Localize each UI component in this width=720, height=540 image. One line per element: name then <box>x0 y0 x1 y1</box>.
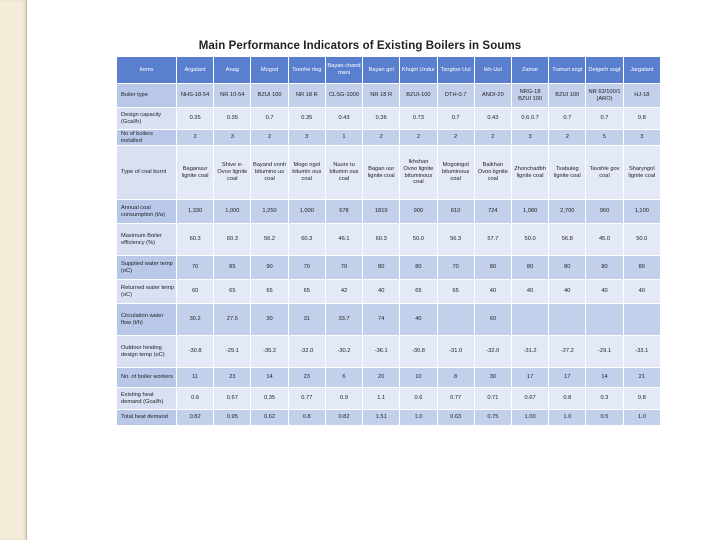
table-cell: Tavshle gov coal <box>586 146 623 200</box>
table-cell: 0.77 <box>437 388 474 410</box>
table-cell: 65 <box>437 280 474 304</box>
table-cell: NR 18 R <box>363 84 400 108</box>
table-row <box>117 368 661 388</box>
table-cell: 1.1 <box>363 388 400 410</box>
table-cell <box>549 304 586 336</box>
table-header-row <box>117 57 661 84</box>
table-cell: 0.8 <box>623 108 660 130</box>
table-cell: 40 <box>474 280 511 304</box>
table-cell: 960 <box>586 200 623 224</box>
table-cell: -31.2 <box>511 336 548 368</box>
column-header: Anag <box>214 57 251 84</box>
table-cell: 1,080 <box>511 200 548 224</box>
table-cell: 56.8 <box>549 224 586 256</box>
table-cell: 0.82 <box>325 410 362 426</box>
table-cell: -32.0 <box>288 336 325 368</box>
table-cell: 0.6 <box>400 388 437 410</box>
column-header: Tsogtoo Uul <box>437 57 474 84</box>
table-cell: 0.43 <box>325 108 362 130</box>
table-cell: 2 <box>400 130 437 146</box>
column-header: Ikh-Uul <box>474 57 511 84</box>
column-header: Argalant <box>177 57 214 84</box>
table-cell: 0.6 <box>177 388 214 410</box>
table-cell: 5 <box>586 130 623 146</box>
table-cell: -35.2 <box>251 336 288 368</box>
table-cell: Zhonchadbh lignite coal <box>511 146 548 200</box>
table-cell: 50.0 <box>400 224 437 256</box>
table-cell: 80 <box>363 256 400 280</box>
table-cell: 40 <box>623 280 660 304</box>
table-cell: Ikhshan Ovoo lignite bituminous coal <box>400 146 437 200</box>
row-label: Supplied water temp (oC) <box>117 256 177 280</box>
table-cell: 1,330 <box>177 200 214 224</box>
table-cell: 724 <box>474 200 511 224</box>
table-cell: 0.7 <box>437 108 474 130</box>
table-cell: 17 <box>549 368 586 388</box>
table-cell: 65 <box>214 280 251 304</box>
table-cell: 60.3 <box>363 224 400 256</box>
column-header: Tumurt sogt <box>549 57 586 84</box>
table-row <box>117 336 661 368</box>
table-cell: Mogoingol bituminous coal <box>437 146 474 200</box>
table-cell: 50.0 <box>623 224 660 256</box>
table-cell: 0.73 <box>400 108 437 130</box>
table-cell: Nuurs tu bitumin ous coal <box>325 146 362 200</box>
table-cell <box>586 304 623 336</box>
table-row <box>117 200 661 224</box>
table-cell: 0.9 <box>325 388 362 410</box>
row-label: Type of coal burnt <box>117 146 177 200</box>
table-cell: 14 <box>251 368 288 388</box>
table-cell: NHS-18-54 <box>177 84 214 108</box>
table-cell: 0.5 <box>586 410 623 426</box>
table-cell: Sharyngol lignite coal <box>623 146 660 200</box>
table-cell: 30.2 <box>177 304 214 336</box>
table-cell: Bayand vonh bitumino us coal <box>251 146 288 200</box>
row-label: Returned water temp (oC) <box>117 280 177 304</box>
table-cell: 0.62 <box>251 410 288 426</box>
table-cell: Baikhan Ovoo lignite coal <box>474 146 511 200</box>
row-label: Maximum Boiler efficiency (%) <box>117 224 177 256</box>
table-cell: 10 <box>400 368 437 388</box>
table-cell: 40 <box>400 304 437 336</box>
left-decorative-border <box>0 0 27 540</box>
table-cell: ANDI-20 <box>474 84 511 108</box>
table-cell: 0.8 <box>549 388 586 410</box>
column-header: Bayan chand mani <box>325 57 362 84</box>
table-cell: BZUI 100 <box>549 84 586 108</box>
table-cell: 0.43 <box>474 108 511 130</box>
table-row <box>117 84 661 108</box>
table-cell: -27.2 <box>549 336 586 368</box>
table-row <box>117 108 661 130</box>
table-cell: 678 <box>325 200 362 224</box>
table-cell: -30.8 <box>400 336 437 368</box>
table-cell: 3 <box>623 130 660 146</box>
table-cell: 0.3 <box>586 388 623 410</box>
table-cell: Baganuur lignite coal <box>177 146 214 200</box>
row-label: Annual coal consumption (t/a) <box>117 200 177 224</box>
table-cell: 0.35 <box>177 108 214 130</box>
table-cell: 2 <box>474 130 511 146</box>
table-cell <box>623 304 660 336</box>
column-header: Mogod <box>251 57 288 84</box>
table-cell: 1 <box>325 130 362 146</box>
table-cell: 60.3 <box>288 224 325 256</box>
table-cell: 0.95 <box>214 410 251 426</box>
table-cell: 80 <box>623 256 660 280</box>
table-row <box>117 146 661 200</box>
table-cell: 40 <box>363 280 400 304</box>
table-cell: 80 <box>511 256 548 280</box>
table-cell: 0.7 <box>586 108 623 130</box>
table-row <box>117 388 661 410</box>
table-cell: 14 <box>586 368 623 388</box>
table-cell: 65 <box>400 280 437 304</box>
table-cell: 0.67 <box>214 388 251 410</box>
column-header: Jargalant <box>623 57 660 84</box>
table-cell: 2 <box>363 130 400 146</box>
table-cell: 8 <box>437 368 474 388</box>
table-cell: 40 <box>549 280 586 304</box>
table-cell: 0.71 <box>474 388 511 410</box>
table-cell: 0.35 <box>288 108 325 130</box>
row-label: No of boilers installed <box>117 130 177 146</box>
table-cell: 30 <box>251 304 288 336</box>
table-cell: HJ-18 <box>623 84 660 108</box>
table-cell: BZUI-100 <box>400 84 437 108</box>
table-cell: Mogo ngol bitumin ous coal <box>288 146 325 200</box>
table-cell: -32.0 <box>474 336 511 368</box>
page-title: Main Performance Indicators of Existing Boilers in Soums <box>198 40 522 52</box>
table-cell: -29.1 <box>214 336 251 368</box>
table-cell: 40 <box>511 280 548 304</box>
boiler-performance-table <box>116 56 661 426</box>
table-row <box>117 410 661 426</box>
table-cell: 56.2 <box>251 224 288 256</box>
table-cell: 0.82 <box>177 410 214 426</box>
row-label: Existing heat demand (Gcal/h) <box>117 388 177 410</box>
table-cell: 23 <box>214 368 251 388</box>
table-row <box>117 224 661 256</box>
table-cell: 2,700 <box>549 200 586 224</box>
table-cell: 6 <box>325 368 362 388</box>
table-cell: 0.63 <box>437 410 474 426</box>
table-cell: 65 <box>251 280 288 304</box>
table-cell: 70 <box>325 256 362 280</box>
row-label: Boiler type <box>117 84 177 108</box>
table-cell: 2 <box>549 130 586 146</box>
table-cell: 0.6 0.7 <box>511 108 548 130</box>
table-cell: 23 <box>288 368 325 388</box>
table-body <box>117 84 661 426</box>
table-cell: 0.36 <box>363 108 400 130</box>
table-row <box>117 130 661 146</box>
table-container <box>116 56 661 426</box>
table-cell: 70 <box>177 256 214 280</box>
table-cell: 85 <box>214 256 251 280</box>
table-cell <box>511 304 548 336</box>
column-header: Zamar <box>511 57 548 84</box>
table-cell: 2 <box>251 130 288 146</box>
table-cell: -30.8 <box>177 336 214 368</box>
table-cell: 45.0 <box>586 224 623 256</box>
table-cell: 1,000 <box>288 200 325 224</box>
table-cell: 60.3 <box>177 224 214 256</box>
table-cell: 31 <box>288 304 325 336</box>
table-cell: 1.0 <box>549 410 586 426</box>
table-cell: 1,000 <box>214 200 251 224</box>
table-cell: NR 63/100/1 (ARO) <box>586 84 623 108</box>
table-cell: -33.1 <box>623 336 660 368</box>
table-cell: 0.67 <box>511 388 548 410</box>
table-cell: 46.1 <box>325 224 362 256</box>
table-cell: 80 <box>400 256 437 280</box>
table-cell <box>437 304 474 336</box>
table-row <box>117 256 661 280</box>
table-cell: Bagan uur lignite coal <box>363 146 400 200</box>
table-cell: 70 <box>288 256 325 280</box>
table-cell: Tsabuleg lignite coal <box>549 146 586 200</box>
table-cell: 20 <box>363 368 400 388</box>
table-cell: 80 <box>586 256 623 280</box>
table-cell: NR 10-54 <box>214 84 251 108</box>
table-cell: 30 <box>474 368 511 388</box>
table-cell: 0.75 <box>474 410 511 426</box>
table-cell: 0.8 <box>623 388 660 410</box>
table-cell: 3 <box>288 130 325 146</box>
table-cell: 70 <box>437 256 474 280</box>
table-cell: -36.1 <box>363 336 400 368</box>
table-cell: 3 <box>511 130 548 146</box>
table-cell: 21 <box>623 368 660 388</box>
table-cell: 1.0 <box>400 410 437 426</box>
table-cell: Shive e-Ovoo lignite coal <box>214 146 251 200</box>
table-cell: BZUI 100 <box>251 84 288 108</box>
table-cell: 0.35 <box>251 388 288 410</box>
table-cell: -29.1 <box>586 336 623 368</box>
table-cell: 11 <box>177 368 214 388</box>
table-cell: 17 <box>511 368 548 388</box>
table-cell: 90 <box>251 256 288 280</box>
column-header: Bayan gol <box>363 57 400 84</box>
table-cell: 74 <box>363 304 400 336</box>
table-row <box>117 280 661 304</box>
table-cell: 42 <box>325 280 362 304</box>
table-cell: 50.0 <box>511 224 548 256</box>
table-row <box>117 304 661 336</box>
table-cell: 0.35 <box>214 108 251 130</box>
row-label: No. of boiler workers <box>117 368 177 388</box>
table-cell: 0.7 <box>549 108 586 130</box>
table-cell: 40 <box>586 280 623 304</box>
table-cell: 60 <box>177 280 214 304</box>
row-label: Design capacity (Gcal/h) <box>117 108 177 130</box>
table-cell: 27.5 <box>214 304 251 336</box>
column-header: Tsenhe rleg <box>288 57 325 84</box>
table-cell: NRG-18 BZUI 100 <box>511 84 548 108</box>
column-header-items: Items <box>117 57 177 84</box>
table-cell: 80 <box>474 256 511 280</box>
table-cell: -31.0 <box>437 336 474 368</box>
row-label: Total heat demand <box>117 410 177 426</box>
table-cell: NR 18 R <box>288 84 325 108</box>
table-cell: 60 <box>474 304 511 336</box>
table-cell: 3 <box>214 130 251 146</box>
table-cell: 610 <box>437 200 474 224</box>
table-cell: 57.7 <box>474 224 511 256</box>
table-cell: 1,250 <box>251 200 288 224</box>
table-cell: 56.3 <box>437 224 474 256</box>
table-cell: 2 <box>177 130 214 146</box>
row-label: Outdoor heating design temp (oC) <box>117 336 177 368</box>
table-cell: 900 <box>400 200 437 224</box>
table-cell: 1,100 <box>623 200 660 224</box>
row-label: Circulation water flow (t/h) <box>117 304 177 336</box>
table-cell: 2 <box>437 130 474 146</box>
table-cell: 0.7 <box>251 108 288 130</box>
table-cell: 33.7 <box>325 304 362 336</box>
table-cell: 60.3 <box>214 224 251 256</box>
table-cell: 0.8 <box>288 410 325 426</box>
table-cell: CLSG-1000 <box>325 84 362 108</box>
column-header: Khujirt Undur <box>400 57 437 84</box>
table-cell: 1.0 <box>623 410 660 426</box>
table-cell: 1.51 <box>363 410 400 426</box>
table-cell: -30.2 <box>325 336 362 368</box>
column-header: Delgerh sogt <box>586 57 623 84</box>
table-cell: 1819 <box>363 200 400 224</box>
table-cell: 80 <box>549 256 586 280</box>
table-cell: 65 <box>288 280 325 304</box>
table-cell: 0.77 <box>288 388 325 410</box>
table-cell: 1.00 <box>511 410 548 426</box>
table-cell: DTH-0.7 <box>437 84 474 108</box>
